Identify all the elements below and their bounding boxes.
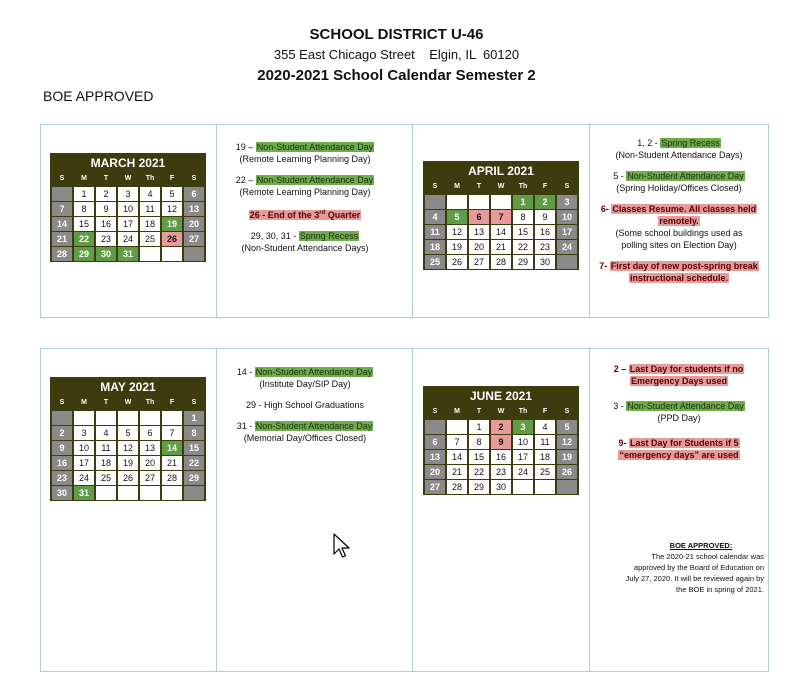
note-sub: (Non-Student Attendance Days) xyxy=(241,243,369,253)
calendar-empty-cell xyxy=(447,195,467,209)
weekday-header: S xyxy=(432,183,438,190)
highlight-pink: Classes Resume. All classes held xyxy=(612,204,757,214)
calendar-day: 4 xyxy=(96,426,116,440)
calendar-day: 6 xyxy=(469,210,489,224)
calendar-day: 27 xyxy=(425,480,445,494)
note-sub: (Remote Learning Planning Day) xyxy=(239,187,371,197)
calendar-day: 29 xyxy=(513,255,533,269)
calendar-day: 20 xyxy=(425,465,445,479)
calendar-day: 9 xyxy=(96,202,116,216)
calendar-day: 19 xyxy=(447,240,467,254)
note-sub: (PPD Day) xyxy=(657,413,701,423)
note-june-9 xyxy=(590,437,768,461)
calendar-empty-cell xyxy=(118,411,138,425)
calendar-day: 3 xyxy=(513,420,533,434)
calendar-day: 24 xyxy=(513,465,533,479)
calendar-empty-cell xyxy=(140,486,160,500)
note-prefix: 19 – xyxy=(235,142,256,152)
calendar-day: 7 xyxy=(447,435,467,449)
calendar-day: 16 xyxy=(52,456,72,470)
weekday-header: S xyxy=(59,175,65,182)
highlight-pink: instructional schedule. xyxy=(629,273,729,283)
boe-approval-line: approved by the Board of Education on xyxy=(633,563,764,572)
calendar-day: 11 xyxy=(425,225,445,239)
boe-approval-line: The 2020-21 school calendar was xyxy=(651,552,764,561)
calendar-day: 26 xyxy=(447,255,467,269)
calendar-day: 21 xyxy=(162,456,182,470)
note-march-29-31 xyxy=(217,230,393,254)
highlight-pink: Last Day for Students if 5 xyxy=(629,438,739,448)
highlight-green: Non-Student Attendance Day xyxy=(256,142,374,152)
calendar-day: 1 xyxy=(74,187,94,201)
calendar-day: 21 xyxy=(447,465,467,479)
calendar-grid xyxy=(50,396,206,501)
calendar-day: 2 xyxy=(96,187,116,201)
calendar-day: 6 xyxy=(140,426,160,440)
boe-approval-line: the BOE in spring of 2021. xyxy=(676,585,764,594)
calendar-day: 5 xyxy=(162,187,182,201)
calendar-day: 16 xyxy=(535,225,555,239)
calendar-day: 6 xyxy=(184,187,204,201)
calendar-empty-cell xyxy=(74,411,94,425)
calendar-empty-cell xyxy=(447,420,467,434)
weekday-header: T xyxy=(476,183,482,190)
calendar-day: 29 xyxy=(469,480,489,494)
weekday-header: F xyxy=(542,408,548,415)
weekday-header: S xyxy=(191,175,197,182)
calendar-day: 11 xyxy=(140,202,160,216)
weekday-header: T xyxy=(103,399,109,406)
note-sub: (Non-Student Attendance Days) xyxy=(615,150,743,160)
weekday-header: W xyxy=(124,399,132,406)
calendar-day: 26 xyxy=(557,465,577,479)
calendar-day: 8 xyxy=(74,202,94,216)
calendar-day: 4 xyxy=(140,187,160,201)
weekday-header: F xyxy=(169,399,175,406)
calendar-empty-cell xyxy=(557,480,577,494)
calendar-day: 10 xyxy=(513,435,533,449)
calendar-day: 28 xyxy=(52,247,72,261)
calendar-day: 25 xyxy=(140,232,160,246)
note-sub: (Memorial Day/Offices Closed) xyxy=(243,433,367,443)
weekday-header: M xyxy=(81,175,87,182)
weekday-header: S xyxy=(59,399,65,406)
calendar-day: 12 xyxy=(557,435,577,449)
calendar-day: 27 xyxy=(184,232,204,246)
calendar-day: 13 xyxy=(469,225,489,239)
calendar-empty-cell xyxy=(491,195,511,209)
weekday-header: W xyxy=(497,183,505,190)
calendar-title-june: JUNE 2021 xyxy=(469,389,533,403)
calendar-empty-cell xyxy=(96,486,116,500)
note-sub: polling sites on Election Day) xyxy=(621,240,737,250)
boe-approval-note xyxy=(598,540,764,595)
calendar-day: 23 xyxy=(96,232,116,246)
calendar-day: 15 xyxy=(184,441,204,455)
weekday-header: S xyxy=(564,408,570,415)
calendar-day: 29 xyxy=(74,247,94,261)
notes-june xyxy=(590,363,768,470)
weekday-header: M xyxy=(81,399,87,406)
calendar-day: 21 xyxy=(491,240,511,254)
note-prefix: 3 - xyxy=(613,401,627,411)
calendar-day: 17 xyxy=(74,456,94,470)
note-prefix: 31 - xyxy=(236,421,255,431)
calendar-grid xyxy=(50,172,206,262)
note-march-19 xyxy=(217,141,393,165)
note-prefix: 1, 2 - xyxy=(637,138,661,148)
calendar-day: 27 xyxy=(140,471,160,485)
calendar-day: 14 xyxy=(162,441,182,455)
highlight-pink: First day of new post-spring break xyxy=(610,261,758,271)
highlight-green: Spring Recess xyxy=(299,231,359,241)
calendar-empty-cell xyxy=(162,486,182,500)
calendar-grid xyxy=(423,405,579,495)
note-prefix: 7- xyxy=(599,261,610,271)
calendar-day: 28 xyxy=(447,480,467,494)
calendar-march xyxy=(50,153,206,262)
calendar-day: 23 xyxy=(491,465,511,479)
highlight-pink xyxy=(249,210,362,220)
district-name: SCHOOL DISTRICT U-46 xyxy=(309,26,484,43)
calendar-day: 30 xyxy=(52,486,72,500)
calendar-day: 26 xyxy=(162,232,182,246)
weekday-header: W xyxy=(497,408,505,415)
calendar-empty-cell xyxy=(162,247,182,261)
calendar-day: 15 xyxy=(513,225,533,239)
weekday-header: F xyxy=(169,175,175,182)
note-june-3 xyxy=(590,400,768,424)
calendar-day: 26 xyxy=(118,471,138,485)
calendar-day: 9 xyxy=(491,435,511,449)
calendar-day: 24 xyxy=(118,232,138,246)
calendar-june xyxy=(423,386,579,495)
calendar-empty-cell xyxy=(162,411,182,425)
highlight-green: Non-Student Attendance Day xyxy=(627,401,744,411)
calendar-day: 20 xyxy=(140,456,160,470)
calendar-day: 31 xyxy=(74,486,94,500)
weekday-header: S xyxy=(432,408,438,415)
calendar-day: 7 xyxy=(162,426,182,440)
note-april-1-2 xyxy=(590,137,768,161)
calendar-empty-cell xyxy=(118,486,138,500)
note-june-2 xyxy=(590,363,768,387)
calendar-day: 28 xyxy=(162,471,182,485)
calendar-title-april: APRIL 2021 xyxy=(468,164,534,178)
weekday-header: W xyxy=(124,175,132,182)
calendar-day: 14 xyxy=(491,225,511,239)
calendar-empty-cell xyxy=(52,187,72,201)
highlight-green: Non-Student Attendance Day xyxy=(255,421,373,431)
weekday-header: S xyxy=(191,399,197,406)
calendar-day: 7 xyxy=(491,210,511,224)
calendar-day: 17 xyxy=(557,225,577,239)
calendar-day: 30 xyxy=(96,247,116,261)
calendar-day: 13 xyxy=(425,450,445,464)
note-sub: (Institute Day/SIP Day) xyxy=(259,379,351,389)
calendar-title-march: MARCH 2021 xyxy=(90,156,166,170)
calendar-day: 3 xyxy=(74,426,94,440)
note-prefix: 9- xyxy=(618,438,629,448)
calendar-day: 1 xyxy=(469,420,489,434)
calendar-day: 5 xyxy=(447,210,467,224)
weekday-header: T xyxy=(476,408,482,415)
calendar-day: 3 xyxy=(118,187,138,201)
calendar-day: 22 xyxy=(184,456,204,470)
weekday-header: Th xyxy=(518,183,528,190)
calendar-day: 20 xyxy=(184,217,204,231)
weekday-header: Th xyxy=(145,175,155,182)
calendar-day: 23 xyxy=(535,240,555,254)
boe-approval-label: BOE APPROVED: xyxy=(669,541,733,550)
calendar-empty-cell xyxy=(184,486,204,500)
note-sup: rd xyxy=(319,210,326,216)
calendar-empty-cell xyxy=(140,247,160,261)
mouse-cursor-icon xyxy=(333,533,351,561)
note-april-5 xyxy=(590,170,768,194)
calendar-day: 2 xyxy=(491,420,511,434)
calendar-day: 15 xyxy=(469,450,489,464)
highlight-green: Non-Student Attendance Day xyxy=(256,175,374,185)
boe-approval-line: July 27, 2020. It will be reviewed again by xyxy=(625,574,764,583)
weekday-header: F xyxy=(542,183,548,190)
calendar-title: 2020-2021 School Calendar Semester 2 xyxy=(257,67,536,84)
panel-divider xyxy=(412,349,413,671)
calendar-day: 1 xyxy=(184,411,204,425)
highlight-green: Non-Student Attendance Day xyxy=(627,171,744,181)
note-prefix: 5 - xyxy=(613,171,627,181)
calendar-day: 13 xyxy=(140,441,160,455)
note-prefix: 29, 30, 31 - xyxy=(250,231,299,241)
calendar-day: 23 xyxy=(52,471,72,485)
calendar-empty-cell xyxy=(513,480,533,494)
highlight-green: Spring Recess xyxy=(661,138,720,148)
calendar-day: 22 xyxy=(513,240,533,254)
highlight-pink: Emergency Days used xyxy=(630,376,728,386)
calendar-day: 18 xyxy=(140,217,160,231)
calendar-day: 18 xyxy=(535,450,555,464)
calendar-day: 19 xyxy=(162,217,182,231)
calendar-empty-cell xyxy=(52,411,72,425)
calendar-day: 25 xyxy=(425,255,445,269)
calendar-day: 20 xyxy=(469,240,489,254)
calendar-day: 8 xyxy=(513,210,533,224)
notes-april xyxy=(590,137,768,293)
calendar-day: 15 xyxy=(74,217,94,231)
calendar-day: 28 xyxy=(491,255,511,269)
calendar-day: 12 xyxy=(118,441,138,455)
highlight-pink: Last Day for students if no xyxy=(629,364,744,374)
calendar-day: 24 xyxy=(74,471,94,485)
calendar-day: 12 xyxy=(162,202,182,216)
calendar-day: 5 xyxy=(557,420,577,434)
note-text: Quarter xyxy=(325,210,361,220)
calendar-day: 18 xyxy=(425,240,445,254)
note-may-29 xyxy=(217,399,393,411)
calendar-day: 16 xyxy=(96,217,116,231)
weekday-header: Th xyxy=(518,408,528,415)
calendar-day: 10 xyxy=(118,202,138,216)
calendar-empty-cell xyxy=(184,247,204,261)
panel-divider xyxy=(412,125,413,317)
calendar-day: 30 xyxy=(491,480,511,494)
calendar-day: 2 xyxy=(52,426,72,440)
calendar-day: 10 xyxy=(557,210,577,224)
weekday-header: T xyxy=(103,175,109,182)
calendar-empty-cell xyxy=(425,420,445,434)
calendar-day: 4 xyxy=(425,210,445,224)
notes-march xyxy=(217,141,393,263)
calendar-day: 7 xyxy=(52,202,72,216)
note-prefix: 6- xyxy=(600,204,612,214)
calendar-day: 18 xyxy=(96,456,116,470)
calendar-day: 14 xyxy=(447,450,467,464)
calendar-day: 13 xyxy=(184,202,204,216)
calendar-empty-cell xyxy=(535,480,555,494)
note-text: 26 - End of the 3 xyxy=(249,210,320,220)
district-address: 355 East Chicago Street Elgin, IL 60120 xyxy=(273,47,520,62)
note-april-6 xyxy=(590,203,768,251)
note-april-7 xyxy=(590,260,768,284)
calendar-april xyxy=(423,161,579,270)
highlight-green: Non-Student Attendance Day xyxy=(255,367,373,377)
calendar-day: 22 xyxy=(74,232,94,246)
weekday-header: Th xyxy=(145,399,155,406)
calendar-day: 8 xyxy=(184,426,204,440)
calendar-empty-cell xyxy=(469,195,489,209)
calendar-day: 12 xyxy=(447,225,467,239)
calendar-day: 5 xyxy=(118,426,138,440)
weekday-header: M xyxy=(454,183,460,190)
calendar-day: 22 xyxy=(469,465,489,479)
calendar-day: 19 xyxy=(118,456,138,470)
note-prefix: 22 – xyxy=(235,175,256,185)
note-prefix: 2 – xyxy=(613,364,629,374)
highlight-pink: “emergency days” are used xyxy=(619,450,739,460)
note-sub: (Some school buildings used as xyxy=(615,228,743,238)
note-march-22 xyxy=(217,174,393,198)
calendar-day: 25 xyxy=(96,471,116,485)
calendar-day: 11 xyxy=(96,441,116,455)
calendar-day: 30 xyxy=(535,255,555,269)
calendar-day: 11 xyxy=(535,435,555,449)
calendar-day: 19 xyxy=(557,450,577,464)
calendar-grid xyxy=(423,180,579,270)
notes-may xyxy=(217,366,393,453)
calendar-day: 16 xyxy=(491,450,511,464)
calendar-day: 8 xyxy=(469,435,489,449)
calendar-day: 17 xyxy=(513,450,533,464)
calendar-day: 14 xyxy=(52,217,72,231)
calendar-title-may: MAY 2021 xyxy=(100,380,156,394)
calendar-day: 6 xyxy=(425,435,445,449)
calendar-day: 31 xyxy=(118,247,138,261)
calendar-day: 29 xyxy=(184,471,204,485)
calendar-day: 2 xyxy=(535,195,555,209)
note-may-31 xyxy=(217,420,393,444)
calendar-day: 3 xyxy=(557,195,577,209)
calendar-empty-cell xyxy=(140,411,160,425)
weekday-header: S xyxy=(564,183,570,190)
weekday-header: M xyxy=(454,408,460,415)
calendar-empty-cell xyxy=(96,411,116,425)
calendar-empty-cell xyxy=(425,195,445,209)
calendar-day: 17 xyxy=(118,217,138,231)
calendar-day: 21 xyxy=(52,232,72,246)
boe-approved-label: BOE APPROVED xyxy=(43,88,154,104)
calendar-day: 9 xyxy=(52,441,72,455)
calendar-day: 27 xyxy=(469,255,489,269)
calendar-day: 9 xyxy=(535,210,555,224)
note-march-26 xyxy=(217,207,393,221)
calendar-day: 25 xyxy=(535,465,555,479)
note-sub: (Remote Learning Planning Day) xyxy=(239,154,371,164)
highlight-pink: remotely. xyxy=(659,216,699,226)
note-prefix: 14 - xyxy=(236,367,255,377)
calendar-empty-cell xyxy=(557,255,577,269)
calendar-day: 24 xyxy=(557,240,577,254)
note-sub: (Spring Holiday/Offices Closed) xyxy=(616,183,742,193)
calendar-day: 4 xyxy=(535,420,555,434)
calendar-day: 1 xyxy=(513,195,533,209)
calendar-day: 10 xyxy=(74,441,94,455)
note-text: 29 - High School Graduations xyxy=(245,400,365,410)
calendar-may xyxy=(50,377,206,501)
note-may-14 xyxy=(217,366,393,390)
